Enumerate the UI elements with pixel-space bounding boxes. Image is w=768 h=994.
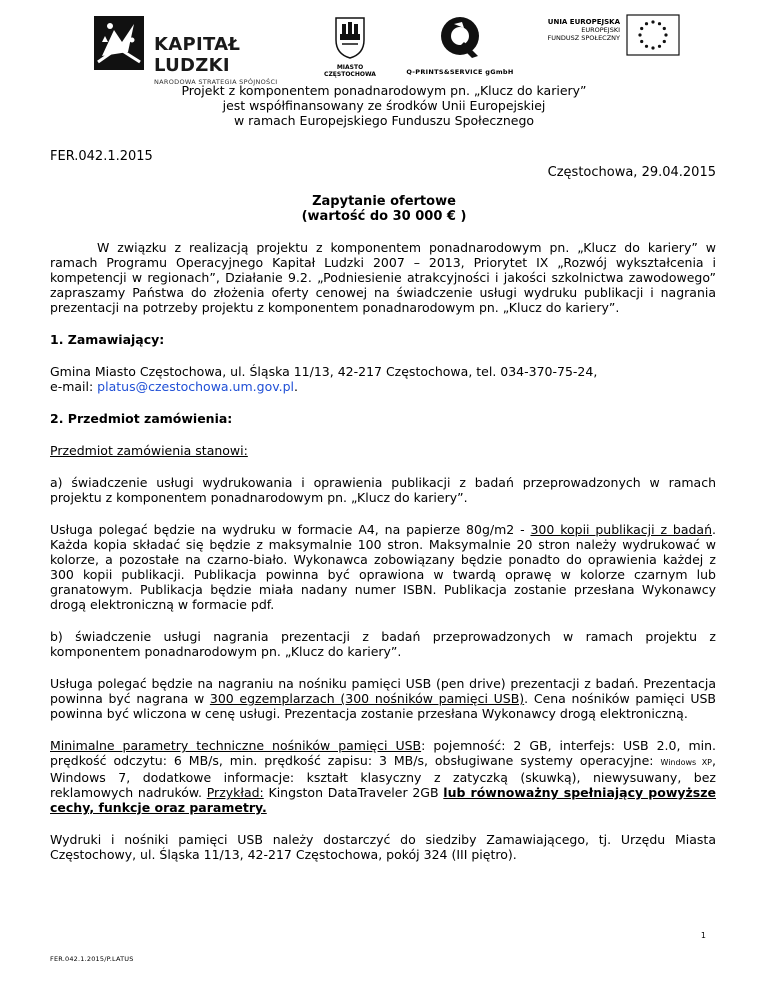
subject-subheading: Przedmiot zamówienia stanowi: xyxy=(50,443,248,458)
page-number: 1 xyxy=(700,931,706,940)
czestochowa-city-logo xyxy=(320,12,380,78)
footer-reference: FER.042.1.2015/P.LATUS xyxy=(50,955,134,963)
item-a-paragraph: a) świadczenie usługi wydrukowania i oprawienia publikacji z badań przeprowadzonych w ramach projektu z komponentem ponadnarodowym pn. „Klucz do kariery”. xyxy=(50,475,716,505)
document-title xyxy=(0,194,768,224)
project-header-line1: Projekt z komponentem ponadnarodowym pn. „Klucz do kariery” xyxy=(181,83,587,98)
q-prints-emblem-icon xyxy=(410,12,510,66)
kapital-ludzki-title: KAPITAŁ LUDZKI xyxy=(154,34,241,76)
intro-paragraph: W związku z realizacją projektu z komponentem ponadnarodowym pn. „Klucz do kariery” w ramach Programu Operacyjnego Kapitał Ludzki 2007 – 2013, Priorytet IX „Rozwój wykształcenia i kompetencji w regionach”, Działanie 9.2. „Podniesienie atrakcyjności i jakości szkolnictwa zawodowego” zapraszamy Państwa do złożenia oferty cenowej na świadczenie usługi wydruku publikacji i nagrania prezentacji na potrzeby projektu z komponentem ponadnarodowym pn. „Klucz do kariery”. xyxy=(50,240,716,315)
min-params-text-1: : pojemność: 2 GB, interfejs: USB 2.0, min. prędkość odczytu: 6 MB/s, min. prędkość zapisu: 3 MB/s, obsługiwane systemy operacyjne: xyxy=(50,738,716,768)
min-params-text-2: , Windows 7, dodatkowe informacje: kształt klasyczny z zatyczką (skuwką), niewysuwany, bez reklamowych nadruków. xyxy=(50,753,716,800)
usb-text-2: . Cena nośników pamięci USB powinna być wliczona w cenę usługi. Prezentacja zostanie przesłana Wykonawcy drogą elektroniczną. xyxy=(50,691,716,721)
print-copies-underlined: 300 kopii publikacji z badań xyxy=(530,522,713,537)
eu-flag-icon xyxy=(626,14,680,56)
project-header-line3: w ramach Europejskiego Funduszu Społecznego xyxy=(233,113,535,128)
print-service-paragraph xyxy=(50,522,716,612)
reference-number: FER.042.1.2015 xyxy=(50,149,153,164)
print-text-2: . Każda kopia składać się będzie z maksymalnie 100 stron. Maksymalnie 20 stron należy wydrukować w kolorze, a pozostałe na czarno-biało. Wykonawca zobowiązany będzie ponadto do oprawienia każdej z 300 kopii publikacji. Publikacja powinna być oprawiona w twardą oprawę w kolorze czarnym lub granatowym. Publikacja będzie miała nadany numer ISBN. Publikacja zostanie przesłana Wykonawcy drogą elektroniczną w formacie pdf. xyxy=(50,522,716,612)
email-label: e-mail: xyxy=(50,379,98,394)
city-label-line2: CZĘSTOCHOWA xyxy=(324,71,376,78)
authority-address: Gmina Miasto Częstochowa, ul. Śląska 11/13, 42-217 Częstochowa, tel. 034-370-75-24, xyxy=(50,364,598,379)
usb-text-1: Usługa polegać będzie na nagraniu na nośniku pamięci USB (pen drive) prezentacji z badań. Prezentacja powinna być nagrana w xyxy=(50,676,716,706)
equivalent-clause: lub równoważny spełniający powyższe cechy, funkcje oraz parametry. xyxy=(50,785,716,815)
kapital-ludzki-subtitle: NARODOWA STRATEGIA SPÓJNOŚCI xyxy=(154,78,278,86)
q-prints-logo xyxy=(406,12,514,78)
email-end: . xyxy=(294,379,299,394)
eu-label-line3: FUNDUSZ SPOŁECZNY xyxy=(547,34,620,42)
delivery-paragraph: Wydruki i nośniki pamięci USB należy dostarczyć do siedziby Zamawiającego, tj. Urzędu Miasta Częstochowy, ul. Śląska 11/13, 42-217 Częstochowa, pokój 324 (III piętro). xyxy=(50,832,716,862)
document-date: Częstochowa, 29.04.2015 xyxy=(547,165,716,180)
city-label-line1: MIASTO xyxy=(336,64,364,71)
usb-parameters-paragraph xyxy=(50,738,716,815)
example-label: Przykład: xyxy=(206,785,264,800)
eu-label-line2: EUROPEJSKI xyxy=(581,26,620,34)
print-text-1: Usługa polegać będzie na wydruku w formacie A4, na papierze 80g/m2 - xyxy=(50,522,531,537)
city-crest-icon xyxy=(320,12,380,62)
kapital-ludzki-emblem-icon xyxy=(88,12,150,74)
project-header xyxy=(0,83,768,128)
title-line2: (wartość do 30 000 € ) xyxy=(301,209,467,224)
q-prints-label: Q-PRINTS&SERVICE gGmbH xyxy=(406,68,514,76)
eu-label-line1: UNIA EUROPEJSKA xyxy=(547,18,620,26)
windows-xp-small: Windows XP xyxy=(660,758,713,767)
section-1-heading: 1. Zamawiający: xyxy=(50,332,165,347)
contracting-authority xyxy=(50,364,716,394)
logo-bar xyxy=(88,12,680,86)
email-link[interactable]: platus@czestochowa.um.gov.pl xyxy=(97,379,295,394)
title-line1: Zapytanie ofertowe xyxy=(312,194,456,209)
kapital-ludzki-logo xyxy=(88,12,288,86)
section-2-heading: 2. Przedmiot zamówienia: xyxy=(50,411,233,426)
usb-copies-underlined: 300 egzemplarzach (300 nośników pamięci USB) xyxy=(209,691,525,706)
document-body xyxy=(50,240,716,862)
min-params-underlined: Minimalne parametry techniczne nośników pamięci USB xyxy=(50,738,422,753)
project-header-line2: jest współfinansowany ze środków Unii Europejskiej xyxy=(222,98,546,113)
usb-service-paragraph xyxy=(50,676,716,721)
item-b-paragraph: b) świadczenie usługi nagrania prezentacji z badań przeprowadzonych w ramach projektu z komponentem ponadnarodowym pn. „Klucz do kariery”. xyxy=(50,629,716,659)
example-text: Kingston DataTraveler 2GB xyxy=(263,785,444,800)
eu-logo xyxy=(520,12,680,78)
